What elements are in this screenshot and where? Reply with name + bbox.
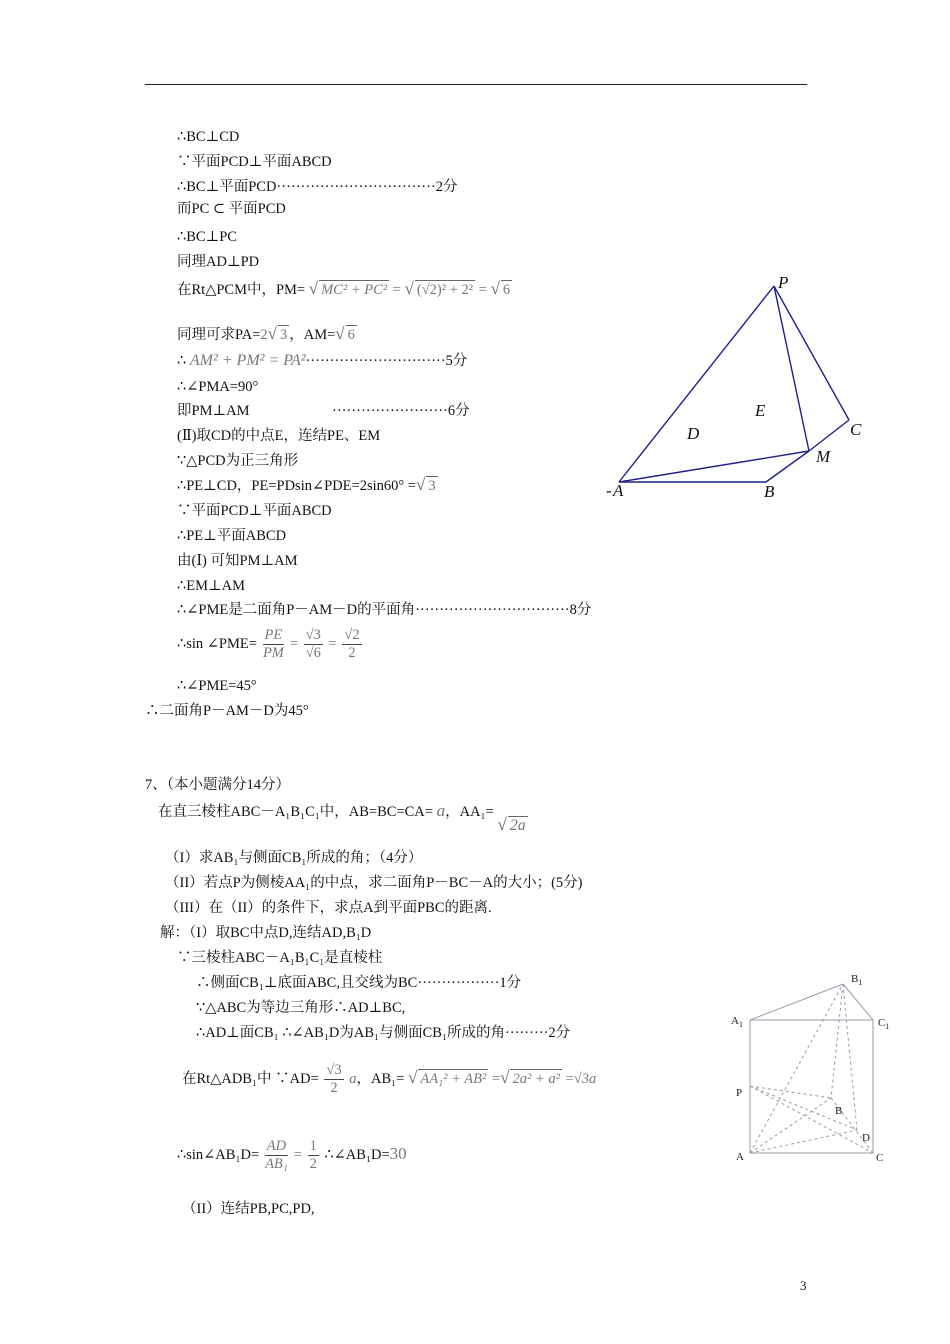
proof-line: 即PM⊥AM [177, 403, 250, 419]
angle-value: 30 [389, 1143, 407, 1163]
fraction: $\frac{√2}{2}$ [344, 627, 360, 661]
question-title: 7、（本小题满分14分） [145, 777, 290, 793]
fraction: $\frac{√3}{√6}$ [305, 627, 321, 661]
proof-line: ∴EM⊥AM [177, 578, 245, 594]
pa-label: 同理可求PA= [177, 327, 261, 343]
score-6: ························6分 [332, 403, 470, 419]
proof-line: ∴∠PMA=90° [177, 379, 259, 395]
ab1-label: ，AB₁= [356, 1070, 405, 1087]
label-d: D [687, 424, 700, 443]
sqrt-icon: √ [490, 279, 500, 298]
angle-label: ∴∠AB₁D= [324, 1146, 390, 1163]
label-a: A [736, 1151, 744, 1163]
sqrt-icon: √ [497, 815, 507, 834]
proof-line: ∵平面PCD⊥平面ABCD [177, 503, 332, 519]
ab1-radicand: AA₁² + AB² [420, 1070, 487, 1087]
proof-line: ∴BC⊥PC [177, 229, 237, 245]
equals-sign: = [565, 1070, 574, 1087]
pe-line [177, 476, 438, 495]
score-5: ·····························5分 [305, 353, 468, 369]
sin-pme-line [177, 627, 364, 662]
pa-am-line [177, 325, 357, 344]
therefore-sign: ∴ [177, 353, 187, 369]
label-b: B [835, 1105, 843, 1117]
proof-line: 同理AD⊥PD [177, 254, 260, 270]
label-p: P [736, 1087, 743, 1099]
pe-radicand: 3 [428, 478, 436, 494]
ab1-value: √3a [573, 1070, 597, 1087]
proof-line: ∵△PCD为正三角形 [177, 453, 299, 469]
solution-line: 解：（I）取BC中点D,连结AD,B₁D [160, 925, 372, 941]
pythagoras-expr: AM² + PM² = PA² [189, 352, 306, 369]
sqrt-icon: √ [404, 279, 414, 298]
ad-label: 在Rt△ADB₁中 ∵AD= [182, 1070, 319, 1087]
pe-text: ∴PE⊥CD，PE=PDsin∠PDE=2sin60° = [177, 478, 416, 494]
fraction: $\frac{1}{2}$ [309, 1138, 317, 1172]
label-c: C [850, 420, 862, 439]
sqrt-icon: √ [408, 1067, 418, 1087]
edge-ab1 [750, 984, 843, 1153]
proof-line: ∴BC⊥CD [177, 129, 240, 145]
solution-line: ∵三棱柱ABC－A₁B₁C₁是直棱柱 [177, 950, 383, 966]
pa-radicand: 3 [279, 327, 288, 343]
var-a: a [349, 1070, 357, 1087]
equals-sign: = [293, 1146, 302, 1163]
proof-line: ∴∠PME=45° [177, 678, 257, 694]
fraction: $\frac{AD}{\text{AB₁}}$ [265, 1138, 288, 1172]
pm-value: 6 [502, 282, 511, 298]
edge-pc [774, 286, 849, 420]
proof-line: ∵平面PCD⊥平面ABCD [177, 154, 332, 170]
edge-bm [766, 451, 809, 482]
pa-coef: 2 [260, 327, 268, 343]
label-a: A [613, 481, 624, 500]
proof-line: ∴∠PME是二面角P－AM－D的平面角································8分 [177, 602, 592, 618]
label-b1: $B_1$ [851, 973, 863, 987]
label-p: P [778, 273, 789, 292]
edge-a1b1 [750, 984, 843, 1020]
equals-sign: = [289, 635, 299, 652]
label-e: E [755, 401, 766, 420]
edge-pa [619, 286, 774, 482]
edge-ab [750, 1098, 831, 1153]
solution-line: ∴AD⊥面CB₁ ∴∠AB₁D为AB₁与侧面CB₁所成的角·········2分 [196, 1025, 571, 1041]
label-c: C [876, 1152, 884, 1164]
question-part: （III）在（II）的条件下，求点A到平面PBC的距离. [165, 900, 492, 916]
edge-bb1 [831, 984, 843, 1098]
statement-text: 在直三棱柱ABC－A₁B₁C₁中，AB=BC=CA= [158, 804, 433, 820]
label-d: D [862, 1132, 870, 1144]
edge-pb [750, 1086, 831, 1098]
solution-line: ∴侧面CB₁⊥底面ABC,且交线为BC·················1分 [196, 975, 522, 991]
label-c1: $C_1$ [878, 1017, 890, 1031]
equals-sign: = [392, 282, 401, 298]
pm-equation [177, 280, 512, 299]
proof-line: (Ⅱ)取CD的中点E，连结PE、EM [177, 428, 381, 444]
sqrt-icon: √ [500, 1067, 510, 1087]
sqrt-icon: √ [335, 324, 345, 343]
proof-line: 而PC ⊂ 平面PCD [177, 201, 286, 217]
aa1-radicand: 2a [509, 817, 526, 834]
fraction: $\frac{√3}{2}$ [326, 1062, 342, 1096]
label-m: M [816, 447, 831, 466]
fraction: $\frac{PE}{PM}$ [262, 627, 284, 661]
equals-sign: = [478, 282, 487, 298]
equals-sign: = [491, 1070, 501, 1087]
sin-label: ∴sin∠AB₁D= [177, 1146, 260, 1163]
var-a: a [436, 801, 446, 820]
question-statement [158, 801, 528, 834]
edge-b1d [843, 984, 857, 1130]
label-b: B [764, 482, 775, 501]
edge-am [619, 451, 809, 482]
am-radicand: 6 [347, 327, 355, 343]
header-rule [145, 84, 807, 85]
pm-radicand: MC² + PC² [321, 282, 388, 298]
pm-label: 在Rt△PCM中，PM= [177, 282, 306, 298]
aa1-label: ，AA₁= [445, 804, 494, 820]
proof-line: ∴PE⊥平面ABCD [177, 528, 287, 544]
edge-pm [774, 286, 809, 451]
solution-line: （II）连结PB,PC,PD, [182, 1201, 315, 1217]
ab1-equation [182, 1062, 596, 1097]
proof-line: 由(Ⅰ) 可知PM⊥AM [177, 553, 298, 569]
proof-line: ∴BC⊥平面PCD·································2分 [177, 179, 458, 195]
am-label: ，AM= [289, 327, 336, 343]
sin-ab1d-line [177, 1138, 407, 1173]
question-part: （I）求AB₁与侧面CB₁所成的角；（4分） [165, 850, 423, 866]
question-part: （II）若点P为侧棱AA₁的中点，求二面角P－BC－A的大小；(5分) [165, 875, 583, 891]
edge-c1b1 [843, 984, 873, 1020]
pm-radicand-2: (√2)² + 2² [416, 282, 474, 298]
prism-figure [725, 968, 905, 1173]
sqrt-icon: √ [415, 475, 426, 494]
sqrt-icon: √ [267, 324, 277, 343]
pyth-line [177, 352, 467, 370]
page-number: 3 [800, 1278, 807, 1293]
solution-line: ∵△ABC为等边三角形∴AD⊥BC, [196, 1000, 406, 1016]
sqrt-icon: √ [308, 279, 319, 298]
equals-sign: = [328, 635, 337, 652]
conclusion-line: ∴二面角P－AM－D为45° [145, 703, 309, 719]
label-a1: $A_1$ [731, 1015, 743, 1029]
sin-label: ∴sin ∠PME= [177, 635, 257, 652]
label-dash: - [606, 481, 612, 500]
pyramid-figure [600, 268, 880, 508]
ab1-radicand-2: 2a² + a² [512, 1070, 560, 1087]
